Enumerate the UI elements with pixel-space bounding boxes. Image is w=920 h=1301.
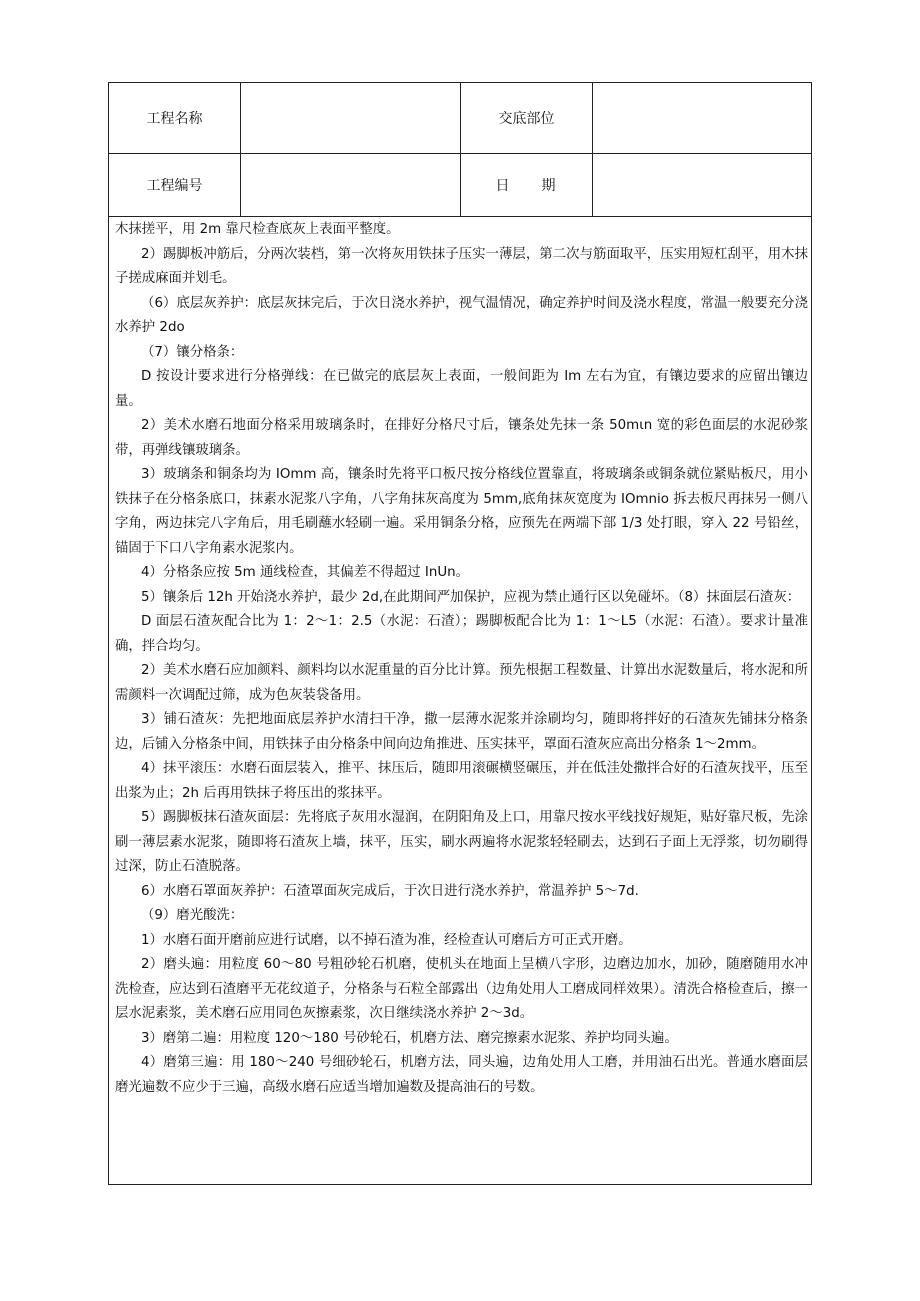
paragraph: 4）磨第三遍：用 180～240 号细砂轮石，机磨方法，同头遍，边角处用人工磨，并用油石出光。普通水磨面层磨光遍数不应少于三遍，高级水磨石应适当增加遍数及提高油石的号数。 [115,1055,808,1095]
paragraph: （7）镶分格条： [141,344,244,360]
paragraph: 3）玻璃条和铜条均为 IOmm 高，镶条时先将平口板尺按分格线位置靠直，将玻璃条或铜条就位紧贴板尺，用小铁抹子在分格条底口，抹素水泥浆八字角，八字角抹灰高度为 5mm,底角抹灰宽度为 IOmnio 拆去板尺再抹另一侧八字角，两边抹完八字角后，用毛刷蘸水轻刷一遍。采用铜条分格，应预先在两端下部 1/3 处打眼，穿入 22 号铅丝，锚固于下口八字角素水泥浆内。 [115,467,808,556]
paragraph: 2）美术水磨石地面分格采用玻璃条时，在排好分格尺寸后，镶条处先抹一条 50mιn 宽的彩色面层的水泥砂浆带，再弹线镶玻璃条。 [115,418,808,458]
date-value [593,153,811,216]
paragraph: （6）底层灰养护：底层灰抹完后，于次日浇水养护，视气温情况，确定养护时间及浇水程度，常温一般要充分浇水养护 2do [115,295,808,335]
project-number-label: 工程编号 [109,153,241,216]
header-row-2 [109,153,811,217]
date-label-part-1: 日 [495,177,512,194]
paragraph: D 按设计要求进行分格弹线：在已做完的底层灰上表面，一般间距为 Im 左右为宜，有镶边要求的应留出镶边量。 [115,369,808,409]
paragraph: 2）美术水磨石应加颜料、颜料均以水泥重量的百分比计算。预先根据工程数量、计算出水泥数量后，将水泥和所需颜料一次调配过筛，成为色灰装袋备用。 [115,663,808,703]
project-name-value [241,83,461,153]
project-number-value [241,153,461,216]
paragraph: D 面层石渣灰配合比为 1：2～1：2.5（水泥：石渣）；踢脚板配合比为 1：1～L5（水泥：石渣）。要求计量准确，拌合均匀。 [115,614,808,654]
paragraph: 3）磨第二遍：用粒度 120～180 号砂轮石，机磨方法、磨完擦素水泥浆、养护均同头遍。 [141,1030,678,1046]
paragraph: 1）水磨石面开磨前应进行试磨，以不掉石渣为准，经检查认可磨后方可正式开磨。 [141,932,632,948]
paragraph: 5）镶条后 12h 开始浇水养护，最少 2d,在此期间严加保护，应视为禁止通行区以免碰坏。（8）抹面层石渣灰： [141,589,801,605]
paragraph: 4）分格条应按 5m 通线检查，其偏差不得超过 InUn。 [141,565,469,580]
paragraph: 6）水磨石罩面灰养护：石渣罩面灰完成后，于次日进行浇水养护，常温养护 5～7d. [141,883,639,899]
paragraph: 3）铺石渣灰：先把地面底层养护水清扫干净，撒一层薄水泥浆并涂刷均匀，随即将拌好的石渣灰先铺抹分格条边，后铺入分格条中间，用铁抹子由分格条中间向边角推进、压实抹平，罩面石渣灰应高出分格条 1～2mm。 [115,712,808,752]
paragraph: 4）抹平滚压：水磨石面层装入，推平、抹压后，随即用滚碾横竖碾压，并在低洼处撒拌合好的石渣灰找平，压至出浆为止；2h 后再用铁抹子将压出的浆抹平。 [115,761,808,801]
date-label-part-2: 期 [541,177,558,194]
handover-location-label: 交底部位 [461,83,593,153]
paragraph: 5）踢脚板抹石渣灰面层：先将底子灰用水湿润，在阴阳角及上口，用靠尺按水平线找好规矩，贴好靠尺板，先涂刷一薄层素水泥浆，随即将石渣灰上墙，抹平，压实，刷水两遍将水泥浆轻轻刷去，达到石子面上无浮浆，切勿刷得过深，防止石渣脱落。 [115,810,808,874]
paragraph: 木抹搓平，用 2m 靠尺检查底灰上表面平整度。 [115,222,400,237]
content-body [115,218,808,1100]
header-row-1 [109,83,811,154]
paragraph: 2）踢脚板冲筋后，分两次装档，第一次将灰用铁抹子压实一薄层，第二次与筋面取平，压实用短杠刮平，用木抹子搓成麻面并划毛。 [115,246,808,286]
handover-location-value [593,83,811,153]
paragraph: （9）磨光酸洗： [141,908,244,923]
disclosure-form [108,82,812,1185]
date-label [461,153,593,216]
project-name-label: 工程名称 [109,83,241,153]
paragraph: 2）磨头遍：用粒度 60～80 号粗砂轮石机磨，使机头在地面上呈横八字形，边磨边加水，加砂，随磨随用水冲洗检查，应达到石渣磨平无花纹道子，分格条与石粒全部露出（边角处用人工磨成同样效果）。清洗合格检查后，擦一层水泥素浆，美术磨石应用同色灰擦素浆，次日继续浇水养护 2～3d。 [115,957,808,1021]
